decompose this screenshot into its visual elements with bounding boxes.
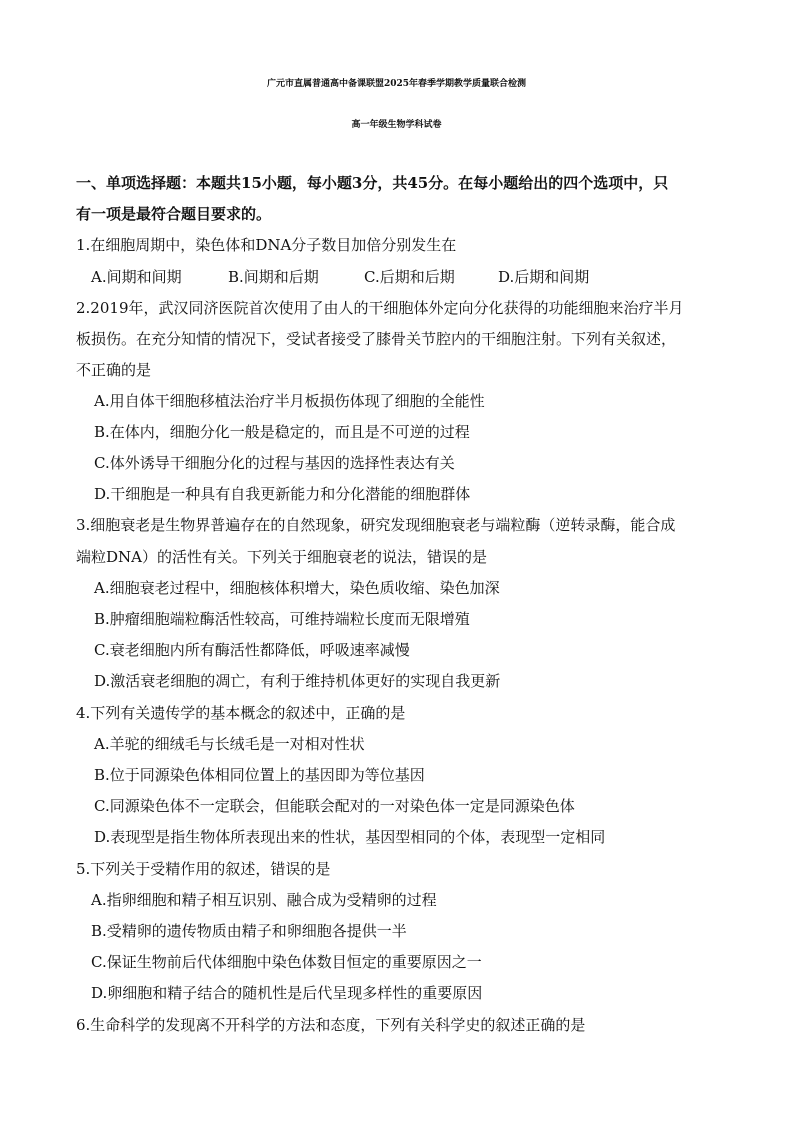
question-2-option-d: D.干细胞是一种具有自我更新能力和分化潜能的细胞群体 bbox=[94, 485, 471, 503]
question-1-option-d: D.后期和间期 bbox=[498, 268, 590, 286]
question-1-stem: 1.在细胞周期中，染色体和DNA分子数目加倍分别发生在 bbox=[76, 236, 457, 254]
question-2-option-a: A.用自体干细胞移植法治疗半月板损伤体现了细胞的全能性 bbox=[94, 392, 485, 410]
question-4-stem: 4.下列有关遗传学的基本概念的叙述中，正确的是 bbox=[76, 704, 406, 722]
question-2-option-b: B.在体内，细胞分化一般是稳定的，而且是不可逆的过程 bbox=[94, 423, 470, 441]
exam-title: 广元市直属普通高中备课联盟2025年春季学期教学质量联合检测 bbox=[266, 79, 527, 89]
question-5-option-c: C.保证生物前后代体细胞中染色体数目恒定的重要原因之一 bbox=[91, 953, 482, 971]
question-2-stem-line3: 不正确的是 bbox=[76, 361, 152, 379]
question-5-option-a: A.指卵细胞和精子相互识别、融合成为受精卵的过程 bbox=[91, 891, 437, 909]
question-2-stem-line1: 2.2019年，武汉同济医院首次使用了由人的干细胞体外定向分化获得的功能细胞来治疗半月 bbox=[76, 299, 684, 317]
question-4-option-a: A.羊驼的细绒毛与长绒毛是一对相对性状 bbox=[94, 735, 365, 753]
exam-subtitle: 高一年级生物学科试卷 bbox=[351, 120, 442, 130]
question-5-option-b: B.受精卵的遗传物质由精子和卵细胞各提供一半 bbox=[91, 922, 407, 940]
question-4-option-c: C.同源染色体不一定联会，但能联会配对的一对染色体一定是同源染色体 bbox=[94, 797, 575, 815]
question-4-option-b: B.位于同源染色体相同位置上的基因即为等位基因 bbox=[94, 766, 425, 784]
question-1-option-b: B.间期和后期 bbox=[228, 268, 319, 286]
question-3-option-b: B.肿瘤细胞端粒酶活性较高，可维持端粒长度而无限增殖 bbox=[94, 610, 470, 628]
question-1-option-c: C.后期和后期 bbox=[364, 268, 455, 286]
question-3-stem-line2: 端粒DNA）的活性有关。下列关于细胞衰老的说法，错误的是 bbox=[76, 548, 487, 566]
question-1-option-a: A.间期和间期 bbox=[91, 268, 182, 286]
question-2-stem-line2: 板损伤。在充分知情的情况下，受试者接受了膝骨关节腔内的干细胞注射。下列有关叙述， bbox=[76, 330, 677, 348]
question-3-option-c: C.衰老细胞内所有酶活性都降低，呼吸速率减慢 bbox=[94, 641, 410, 659]
question-5-option-d: D.卵细胞和精子结合的随机性是后代呈现多样性的重要原因 bbox=[91, 984, 483, 1002]
question-2-option-c: C.体外诱导干细胞分化的过程与基因的选择性表达有关 bbox=[94, 454, 455, 472]
question-3-option-a: A.细胞衰老过程中，细胞核体积增大，染色质收缩、染色加深 bbox=[94, 579, 500, 597]
section-heading-line1: 一、单项选择题：本题共15小题，每小题3分，共45分。在每小题给出的四个选项中，只 bbox=[76, 174, 669, 192]
question-4-option-d: D.表现型是指生物体所表现出来的性状，基因型相同的个体，表现型一定相同 bbox=[94, 828, 606, 846]
section-heading-line2: 有一项是最符合题目要求的。 bbox=[76, 205, 272, 223]
question-6-stem: 6.生命科学的发现离不开科学的方法和态度，下列有关科学史的叙述正确的是 bbox=[76, 1016, 586, 1034]
question-5-stem: 5.下列关于受精作用的叙述，错误的是 bbox=[76, 860, 331, 878]
question-3-stem-line1: 3.细胞衰老是生物界普遍存在的自然现象，研究发现细胞衰老与端粒酶（逆转录酶，能合成 bbox=[76, 516, 676, 534]
question-3-option-d: D.激活衰老细胞的凋亡，有利于维持机体更好的实现自我更新 bbox=[94, 672, 501, 690]
